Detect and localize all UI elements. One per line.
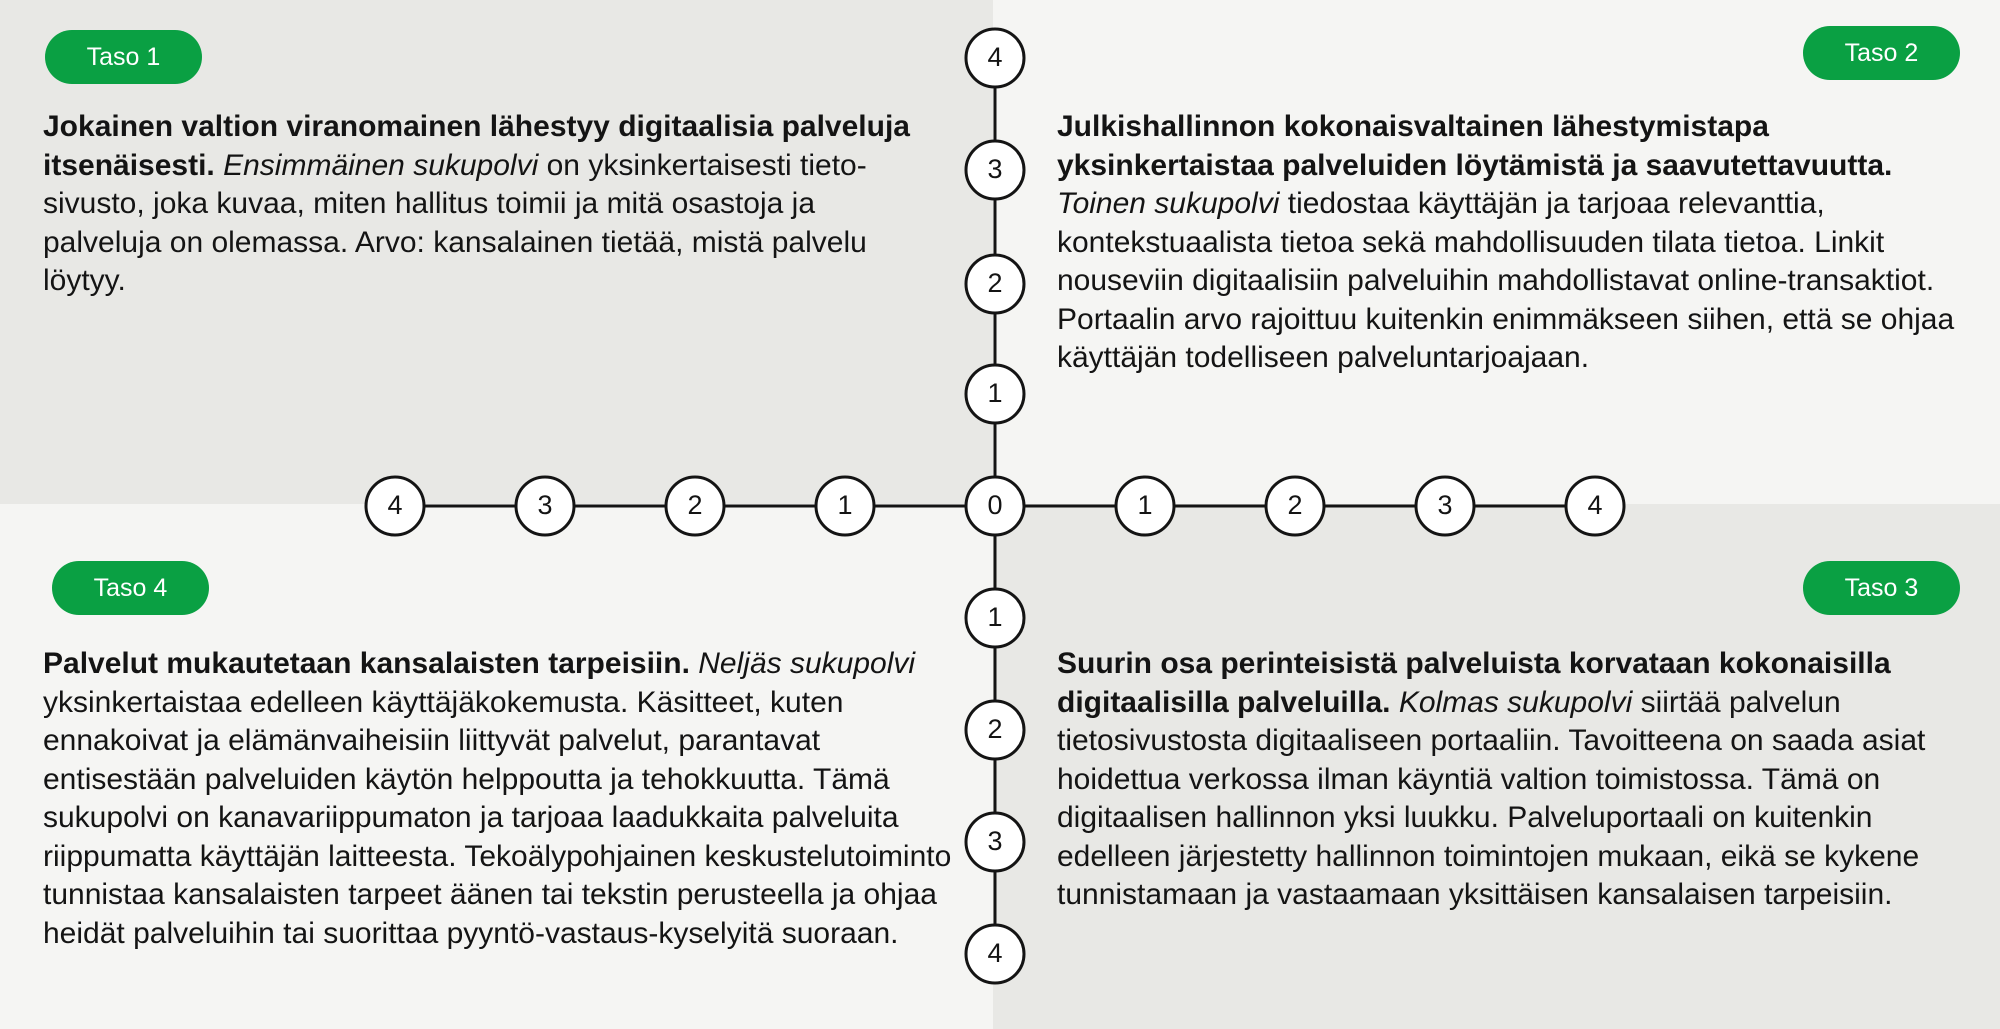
- axis-node-down-3: [966, 813, 1024, 871]
- axis-node-down-2: [966, 701, 1024, 759]
- axis-node-up-1: [966, 365, 1024, 423]
- axis-node-up-3-label: 3: [987, 154, 1003, 185]
- axis-node-center-label: 0: [987, 490, 1003, 521]
- axis-node-down-4: [966, 925, 1024, 983]
- description-body: yksinkertaistaa edelleen käyttäjäkokemusta. Käsitteet, kuten ennakoivat ja elämänvaiheisiin liittyvät palvelut, parantavat entisestään palveluiden käytön helppoutta ja tehokkuutta. Tämä sukupolvi on kanavariippumaton ja tarjoaa laadukkaita palveluita riippumatta käyttäjän laitteesta. Tekoälypohjainen keskustelutoiminto tunnistaa kansalaisten tarpeet äänen tai tekstin perusteella ja ohjaa heidät palveluihin tai suorittaa pyyntö-vastaus-kyselyitä suoraan.: [43, 685, 952, 950]
- axis-node-right-3: [1416, 477, 1474, 535]
- axis-node-left-4: [366, 477, 424, 535]
- axis-node-center: [966, 477, 1024, 535]
- axis-node-up-1-label: 1: [987, 378, 1003, 409]
- axis-node-left-1-label: 1: [837, 490, 853, 521]
- axis-node-left-1: [816, 477, 874, 535]
- axis-node-up-4: [966, 29, 1024, 87]
- axis-node-down-1-label: 1: [987, 602, 1003, 633]
- axis-node-right-2-label: 2: [1287, 490, 1303, 521]
- badge-taso-4: Taso 4: [52, 561, 209, 615]
- generation-name: Ensimmäinen sukupolvi: [223, 148, 539, 182]
- axis-node-down-2-label: 2: [987, 714, 1003, 745]
- description-lead: Palvelut mukautetaan kansalaisten tarpeisiin.: [43, 647, 690, 680]
- axis-node-left-2-label: 2: [687, 490, 703, 521]
- axis-node-up-2: [966, 255, 1024, 313]
- description-lead: Julkishallinnon kokonaisvaltainen lähestymistapa yksinkertaistaa palveluiden löytämistä ja saavutettavuutta.: [1057, 110, 1893, 182]
- axis-node-right-1-label: 1: [1137, 490, 1153, 521]
- description-body: siirtää palvelun tietosivustosta digitaaliseen portaaliin. Tavoitteena on saada asiat hoidettua verkossa ilman käyntiä valtion toimistossa. Tämä on digitaalisen hallinnon yksi luukku. Palveluportaali on kuitenkin edelleen järjestetty hallinnon toimintojen mukaan, eikä se kykene tunnistamaan ja vastaamaan yksittäisen kansalaisen tarpeisiin.: [1057, 685, 1926, 911]
- description-lead: Jokainen valtion viranomainen lähestyy digitaalisia palveluja itsenäisesti.: [43, 110, 910, 182]
- axis-node-right-1: [1116, 477, 1174, 535]
- axis-node-right-2: [1266, 477, 1324, 535]
- badge-taso-3: Taso 3: [1803, 561, 1960, 615]
- axis-node-down-4-label: 4: [987, 938, 1003, 969]
- description-lead: Suurin osa perinteisistä palveluista korvataan kokonaisilla digitaalisilla palveluilla.: [1057, 647, 1891, 719]
- generation-name: Toinen sukupolvi: [1057, 187, 1280, 220]
- axis-node-right-4: [1566, 477, 1624, 535]
- generation-name: Kolmas sukupolvi: [1398, 685, 1633, 719]
- badge-taso-2: Taso 2: [1803, 26, 1960, 80]
- axis-node-left-2: [666, 477, 724, 535]
- axis-node-right-4-label: 4: [1587, 490, 1603, 521]
- axis-node-down-3-label: 3: [987, 826, 1003, 857]
- axis-node-up-2-label: 2: [987, 268, 1003, 299]
- axis-node-right-3-label: 3: [1437, 490, 1453, 521]
- description-body: tiedostaa käyttäjän ja tarjoaa relevanttia, kontekstuaalista tietoa sekä mahdollisuuden tilata tietoa. Linkit nouseviin digitaalisiin palveluihin mahdollistavat online-transaktiot. Portaalin arvo rajoittuu kuitenkin enimmäkseen siihen, että se ohjaa käyttäjän todelliseen palveluntarjoajaan.: [1057, 187, 1955, 374]
- axis-node-left-3: [516, 477, 574, 535]
- axis-node-left-4-label: 4: [387, 490, 403, 521]
- axis-node-up-4-label: 4: [987, 42, 1003, 73]
- badge-taso-1: Taso 1: [45, 30, 202, 84]
- axis-node-left-3-label: 3: [537, 490, 553, 521]
- generation-name: Neljäs sukupolvi: [698, 647, 916, 680]
- axis-node-up-3: [966, 141, 1024, 199]
- description-body: on yksinkertaisesti tieto-sivusto, joka kuvaa, miten hallitus toimii ja mitä osastoja ja palveluja on olemassa. Arvo: kansalainen tietää, mistä palvelu löytyy.: [43, 148, 867, 297]
- axis-node-down-1: [966, 589, 1024, 647]
